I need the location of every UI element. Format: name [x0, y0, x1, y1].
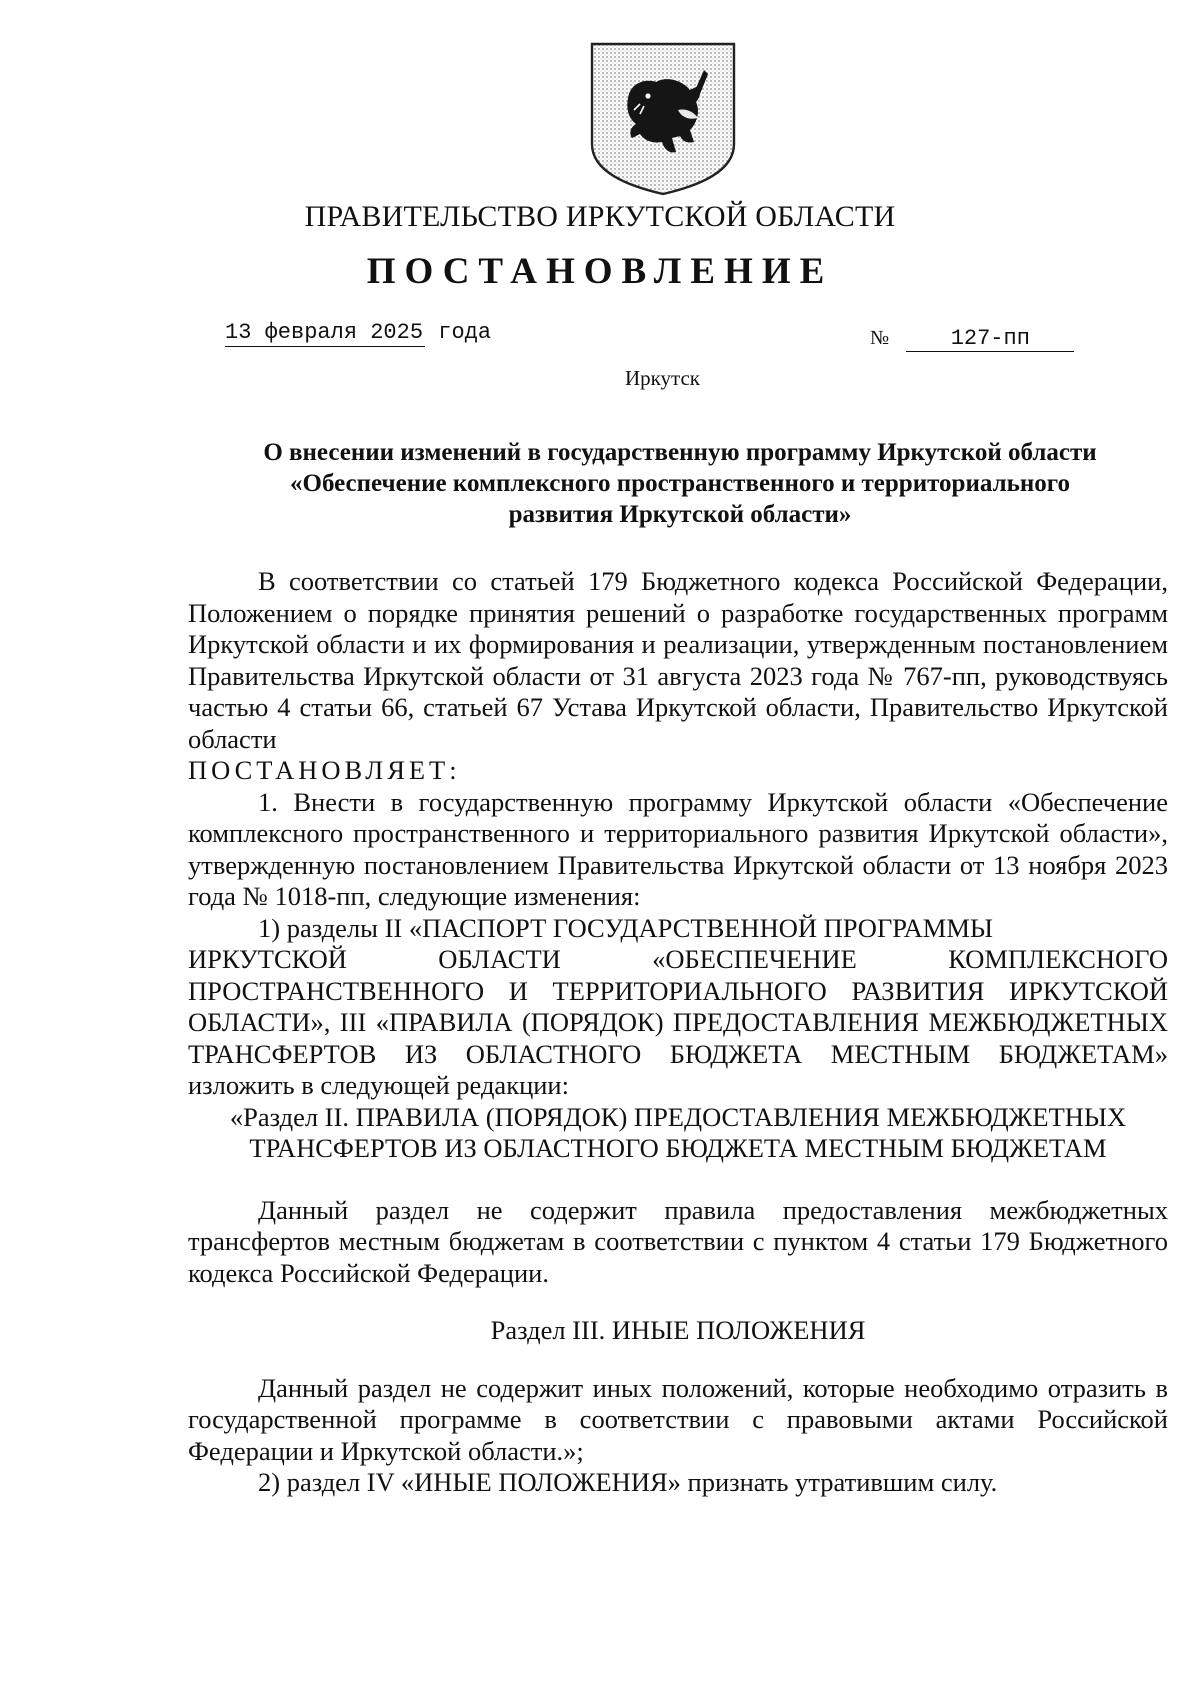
section-2-heading-line: «Раздел II. ПРАВИЛА (ПОРЯДОК) ПРЕДОСТАВЛЕНИЯ МЕЖБЮДЖЕТНЫХ: [229, 1101, 1127, 1132]
paragraph-subitem-1: ИРКУТСКОЙ ОБЛАСТИ «ОБЕСПЕЧЕНИЕ КОМПЛЕКСНОГО ПРОСТРАНСТВЕННОГО И ТЕРРИТОРИАЛЬНОГО РАЗВИТИЯ ИРКУТСКОЙ ОБЛАСТИ», III «ПРАВИЛА (ПОРЯДОК) ПРЕДОСТАВЛЕНИЯ МЕЖБЮДЖЕТНЫХ ТРАНСФЕРТОВ ИЗ ОБЛАСТНОГО БЮДЖЕТА МЕСТНЫМ БЮДЖЕТАМ» изложить в следующей редакции:: [188, 944, 1168, 1100]
number-value: 127-пп: [906, 326, 1074, 352]
document-title: [190, 437, 1170, 530]
organization-name: ПРАВИТЕЛЬСТВО ИРКУТСКОЙ ОБЛАСТИ: [304, 200, 896, 233]
document-body: [188, 566, 1168, 1499]
title-line: «Обеспечение комплексного пространственного и территориального: [290, 470, 1070, 497]
document-number: [870, 326, 1074, 352]
section-3-heading: Раздел III. ИНЫЕ ПОЛОЖЕНИЯ: [490, 1315, 866, 1345]
document-date: [225, 320, 491, 347]
paragraph-subitem-2: 2) раздел IV «ИНЫЕ ПОЛОЖЕНИЯ» признать утратившим силу.: [258, 1467, 998, 1497]
city: Иркутск: [624, 366, 701, 390]
title-line: О внесении изменений в государственную программу Иркутской области: [263, 439, 1097, 466]
paragraph-preamble: В соответствии со статьей 179 Бюджетного кодекса Российской Федерации, Положением о порядке принятия решений о разработке государственных программ Иркутской области и их формирования и реализации, утвержденным постановлением Правительства Иркутской области от 31 августа 2023 года № 767-пп, руководствуясь частью 4 статьи 66, статьей 67 Устава Иркутской области, Правительство Иркутской области: [188, 566, 1168, 754]
date-value: 13 февраля 2025: [225, 320, 424, 345]
resolves-word: ПОСТАНОВЛЯЕТ:: [188, 755, 461, 785]
date-suffix: года: [438, 320, 492, 345]
paragraph-section-2-text: Данный раздел не содержит правила предоставления межбюджетных трансфертов местным бюджетам в соответствии с пунктом 4 статьи 179 Бюджетного кодекса Российской Федерации.: [188, 1194, 1168, 1288]
paragraph-item-1: 1. Внести в государственную программу Иркутской области «Обеспечение комплексного пространственного и территориального развития Иркутской области», утвержденную постановлением Правительства Иркутской области от 13 ноября 2023 года № 1018-пп, следующие изменения:: [188, 786, 1168, 911]
document-type: ПОСТАНОВЛЕНИЕ: [366, 251, 834, 292]
coat-of-arms-icon: [586, 40, 740, 196]
number-sign: №: [870, 327, 890, 349]
section-2-heading-line: ТРАНСФЕРТОВ ИЗ ОБЛАСТНОГО БЮДЖЕТА МЕСТНЫМ БЮДЖЕТАМ: [249, 1133, 1107, 1163]
paragraph-section-3-text: Данный раздел не содержит иных положений, которые необходимо отразить в государственной программе в соответствии с правовыми актами Российской Федерации и Иркутской области.»;: [188, 1372, 1168, 1466]
title-line: развития Иркутской области»: [508, 501, 852, 528]
paragraph-subitem-1-intro: 1) разделы II «ПАСПОРТ ГОСУДАРСТВЕННОЙ ПРОГРАММЫ: [258, 912, 993, 943]
